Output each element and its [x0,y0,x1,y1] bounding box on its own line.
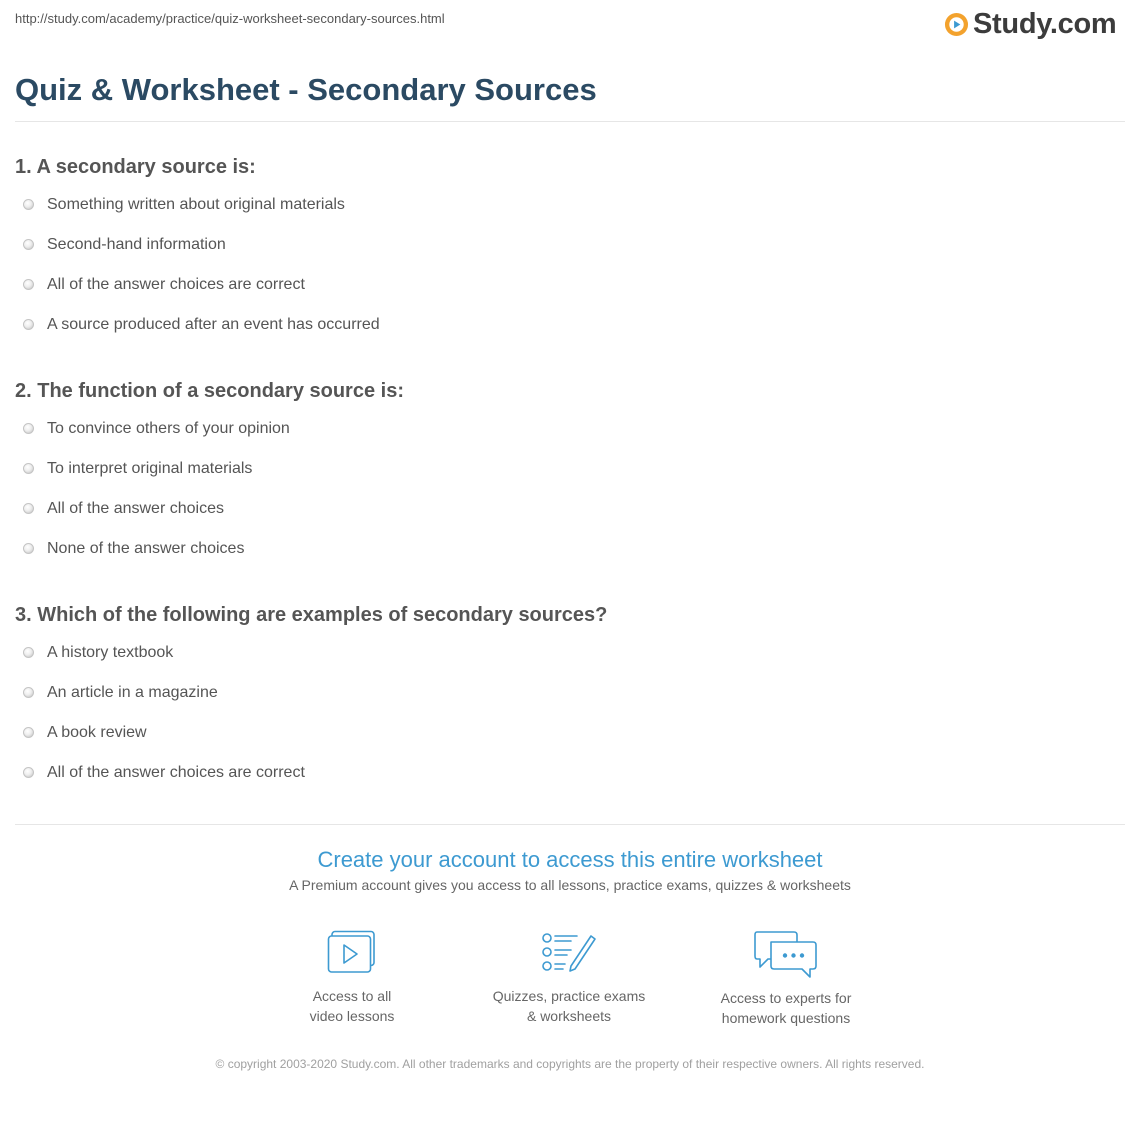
answer-choice[interactable] [15,682,1115,722]
question-text: 1. A secondary source is: [15,156,256,178]
answer-label: To convince others of your opinion [47,420,290,437]
answer-choice[interactable] [15,418,1115,458]
logo-text: Study.com [973,7,1117,40]
answer-label: To interpret original materials [47,460,253,477]
radio-button[interactable] [23,687,34,698]
chat-bubbles-icon [754,930,818,978]
question-3 [15,600,1115,802]
title-divider [15,121,1125,122]
copyright-text: © copyright 2003-2020 Study.com. All other trademarks and copyrights are the property of their respective owners. All rights reserved. [215,1057,925,1071]
question-text: 2. The function of a secondary source is: [15,380,404,402]
answer-list [15,194,1115,354]
answer-list [15,418,1115,578]
radio-button[interactable] [23,767,34,778]
answer-choice[interactable] [15,642,1115,682]
premium-cta [0,846,1140,893]
answer-label: Something written about original materials [47,196,345,213]
answer-choice[interactable] [15,194,1115,234]
answer-choice[interactable] [15,762,1115,802]
answer-choice[interactable] [15,274,1115,314]
answer-choice[interactable] [15,498,1115,538]
radio-button[interactable] [23,279,34,290]
quiz-checklist-icon [541,930,597,976]
answer-choice[interactable] [15,722,1115,762]
cta-subtitle: A Premium account gives you access to all lessons, practice exams, quizzes & worksheets [289,877,851,893]
radio-button[interactable] [23,463,34,474]
question-1 [15,152,1115,354]
study-logo[interactable] [944,4,1116,44]
video-lesson-icon [327,930,377,976]
play-circle-icon [944,12,969,37]
answer-choice[interactable] [15,538,1115,578]
answer-label: All of the answer choices are correct [47,764,305,781]
radio-button[interactable] [23,543,34,554]
answer-choice[interactable] [15,314,1115,354]
answer-label: All of the answer choices are correct [47,276,305,293]
answer-label: A source produced after an event has occurred [47,316,380,333]
answer-label: An article in a magazine [47,684,218,701]
page-title: Quiz & Worksheet - Secondary Sources [15,72,597,107]
radio-button[interactable] [23,647,34,658]
radio-button[interactable] [23,727,34,738]
question-2 [15,376,1115,578]
feature-experts [676,930,896,1028]
answer-label: A history textbook [47,644,174,661]
feature-video-lessons [242,930,462,1026]
cta-divider [15,824,1125,825]
feature-quizzes [459,930,679,1026]
page-url: http://study.com/academy/practice/quiz-worksheet-secondary-sources.html [15,11,445,26]
answer-choice[interactable] [15,458,1115,498]
question-text: 3. Which of the following are examples of secondary sources? [15,604,608,626]
answer-list [15,642,1115,802]
answer-label: Second-hand information [47,236,226,253]
answer-label: A book review [47,724,147,741]
answer-label: None of the answer choices [47,540,245,557]
radio-button[interactable] [23,319,34,330]
feature-label: Access to experts for homework questions [720,990,852,1026]
create-account-link[interactable]: Create your account to access this entire worksheet [317,847,823,872]
feature-label: Access to all video lessons [309,988,395,1024]
radio-button[interactable] [23,423,34,434]
radio-button[interactable] [23,503,34,514]
answer-label: All of the answer choices [47,500,224,517]
radio-button[interactable] [23,199,34,210]
answer-choice[interactable] [15,234,1115,274]
radio-button[interactable] [23,239,34,250]
feature-label: Quizzes, practice exams & worksheets [492,988,646,1024]
